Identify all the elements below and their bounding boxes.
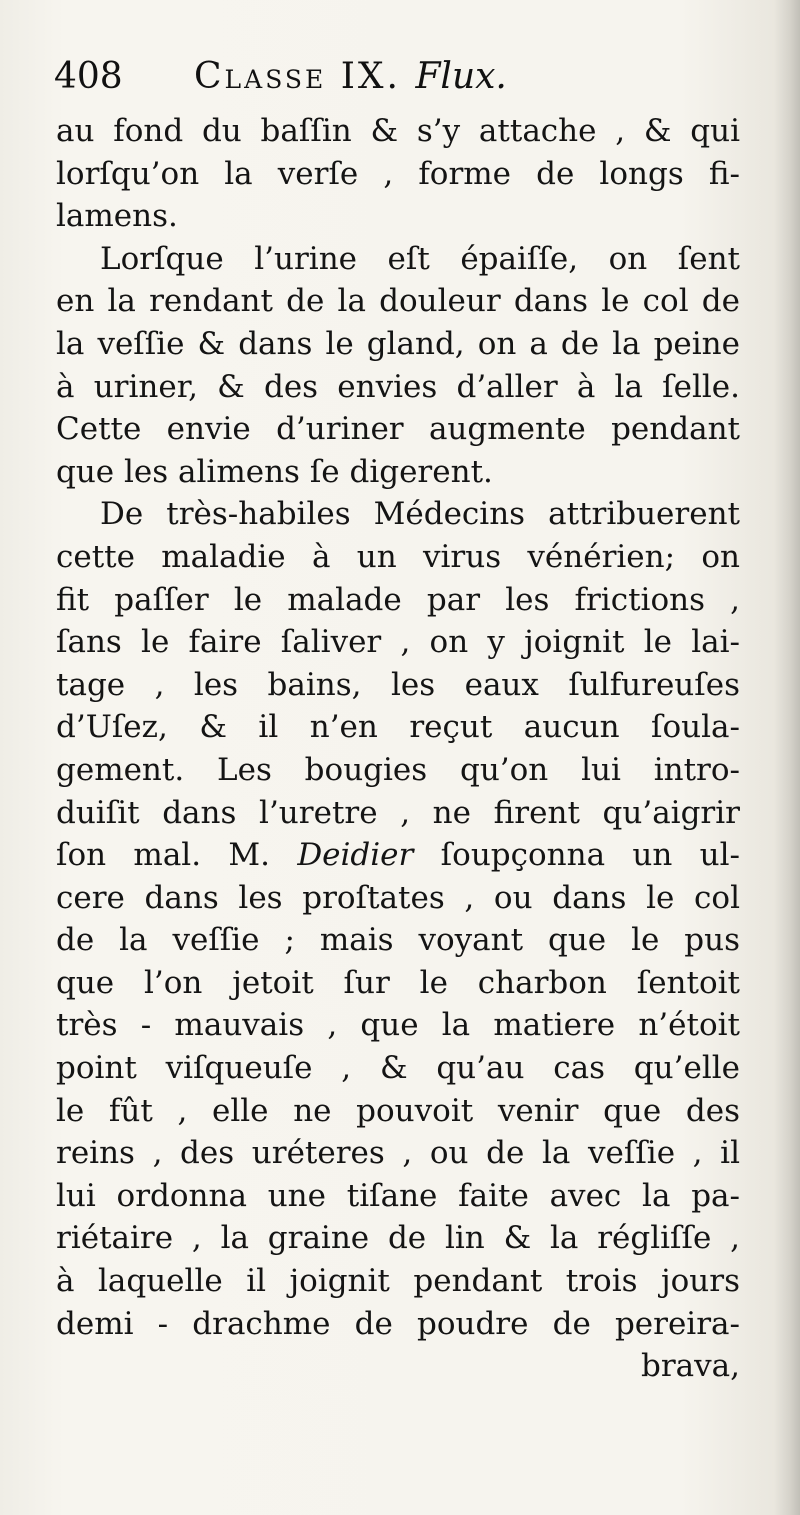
text-line: cere dans les proſtates , ou dans le col (56, 879, 740, 916)
text-line: tage , les bains, les eaux ſulfureuſes (56, 666, 740, 703)
text-line: duiſit dans l’uretre , ne firent qu’aigrir (56, 794, 740, 831)
text-line: lorſqu’on la verſe , forme de longs fi- (56, 155, 740, 192)
section-label: Flux. (415, 56, 507, 97)
class-label: Classe IX. (194, 56, 401, 97)
text-line: ſans le faire ſaliver , on y joignit le lai- (56, 624, 740, 661)
text-line: reins , des uréteres , ou de la veſſie , il (56, 1135, 740, 1172)
text-line: très - mauvais , que la matiere n’étoit (56, 1007, 740, 1044)
text-line: d’Uſez, & il n’en reçut aucun ſoula- (56, 709, 740, 746)
text-line: en la rendant de la douleur dans le col de (56, 283, 740, 320)
running-header (54, 42, 754, 106)
text-line: lamens. (56, 198, 178, 235)
page-edge-shadow (774, 0, 800, 1515)
text-line: demi - drachme de poudre de pereira- (56, 1305, 740, 1342)
text-line: que l’on jetoit ſur le charbon ſentoit (56, 964, 740, 1001)
text-line: riétaire , la graine de lin & la régliſſe , (56, 1220, 740, 1257)
person-name: Deidier (297, 837, 414, 874)
text-line: fit paſſer le malade par les frictions , (56, 581, 740, 618)
text-line: cette maladie à un virus vénérien; on (56, 538, 740, 575)
text-line: Lorſque l’urine eſt épaiſſe, on ſent (100, 240, 740, 277)
text-line: au fond du baſſin & s’y attache , & qui (56, 113, 740, 149)
text-line: gement. Les bougies qu’on lui intro- (56, 751, 740, 788)
body-text (56, 110, 740, 1388)
text-line: point viſqueuſe , & qu’au cas qu’elle (56, 1050, 740, 1087)
text-line: que les alimens ſe digerent. (56, 453, 493, 490)
text-segment: ſoupçonna un ul- (413, 837, 740, 874)
text-line: brava, (641, 1348, 740, 1385)
text-line: à laquelle il joignit pendant trois jours (56, 1263, 740, 1300)
text-segment: ſon mal. M. (56, 837, 298, 874)
text-line (56, 834, 740, 877)
text-line: de la veſſie ; mais voyant que le pus (56, 922, 740, 959)
text-line: De très-habiles Médecins attribuerent (100, 496, 740, 533)
text-line: la veſſie & dans le gland, on a de la peine (56, 325, 740, 362)
running-title (194, 56, 507, 97)
text-line: Cette envie d’uriner augmente pendant (56, 411, 740, 448)
text-line: le fût , elle ne pouvoit venir que des (56, 1092, 740, 1129)
text-line: à uriner, & des envies d’aller à la ſelle. (56, 368, 740, 405)
text-line: lui ordonna une tiſane faite avec la pa- (56, 1177, 740, 1214)
page-number: 408 (54, 56, 123, 97)
